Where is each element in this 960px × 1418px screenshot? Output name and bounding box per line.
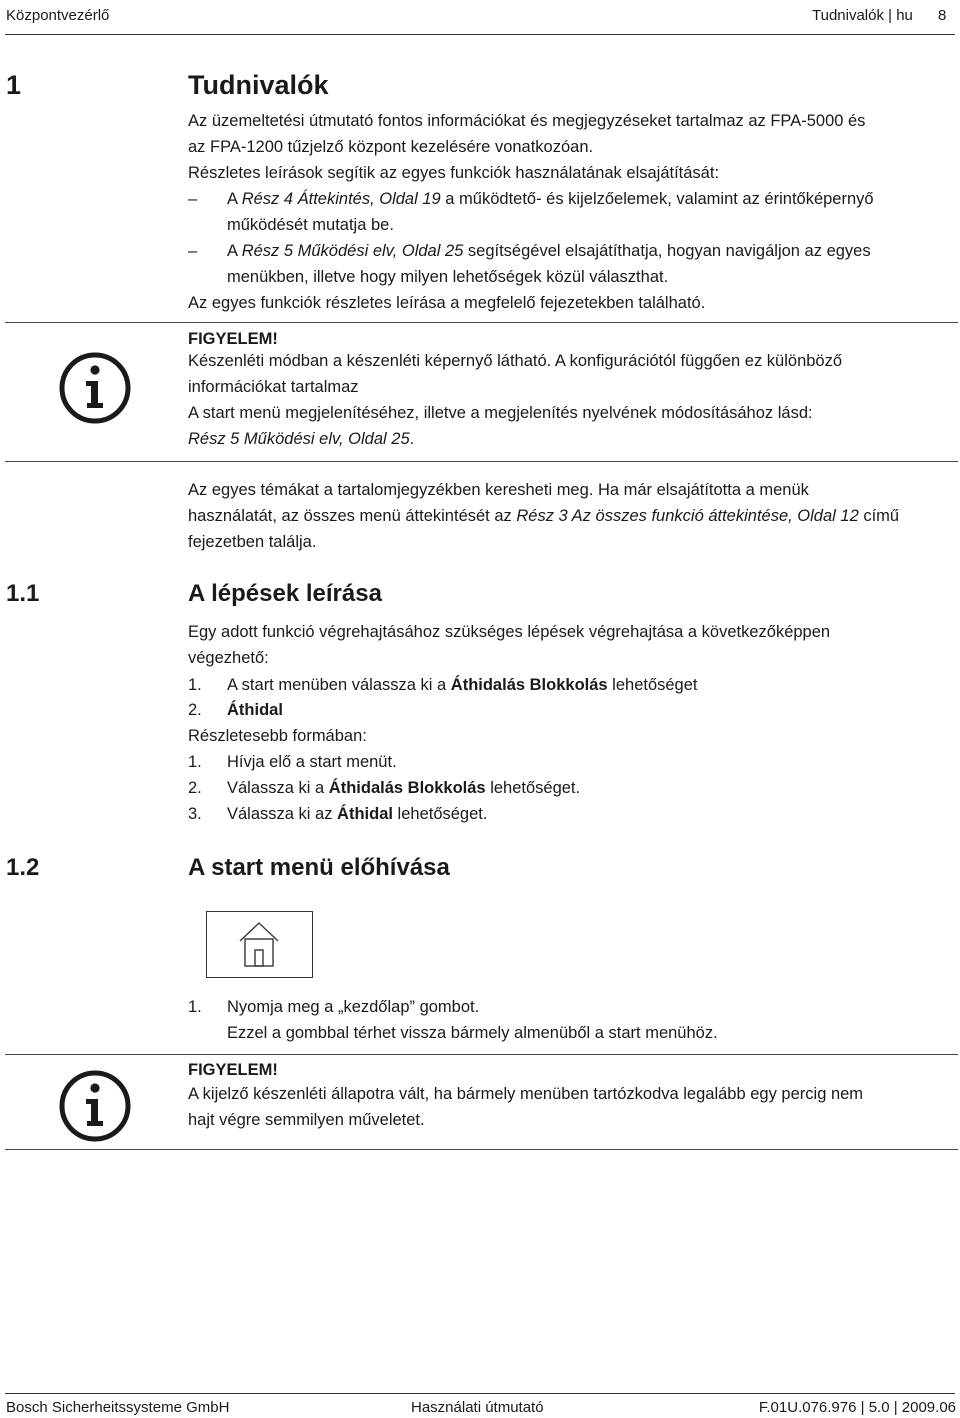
section-1-1-intro-1: Egy adott funkció végrehajtásához szükséges lépések végrehajtása a következőképpen: [188, 623, 831, 641]
note-1-line-4: Rész 5 Működési elv, Oldal 25.: [188, 430, 415, 448]
detail-step-1: Hívja elő a start menüt.: [227, 753, 397, 771]
note-1-title: FIGYELEM!: [188, 330, 278, 348]
section-1-2-number: 1.2: [6, 854, 40, 881]
section-1-intro-2: az FPA-1200 tűzjelző központ kezelésére vonatkozóan.: [188, 138, 594, 156]
section-1-intro-1: Az üzemeltetési útmutató fontos információkat és megjegyzéseket tartalmaz az FPA-5000 és: [188, 112, 866, 130]
step-number: 3.: [188, 805, 202, 823]
info-icon: [58, 1069, 132, 1143]
home-step-1: Nyomja meg a „kezdőlap” gombot.: [227, 998, 480, 1016]
list-item-2: A Rész 5 Működési elv, Oldal 25 segítségével elsajátíthatja, hogyan navigáljon az egyes: [227, 242, 871, 260]
home-button[interactable]: [206, 911, 313, 978]
step-2: Áthidal: [227, 701, 283, 719]
footer-rule: [5, 1393, 955, 1394]
note-1-line-1: Készenléti módban a készenléti képernyő látható. A konfigurációtól függően ez különböző: [188, 352, 843, 370]
section-1-outro: Az egyes funkciók részletes leírása a megfelelő fejezetekben található.: [188, 294, 706, 312]
note-1-line-2: információkat tartalmaz: [188, 378, 359, 396]
step-number: 2.: [188, 779, 202, 797]
list-item-2-line-2: menükben, illetve hogy milyen lehetőségek közül választhat.: [227, 268, 669, 286]
section-1-1-number: 1.1: [6, 580, 40, 607]
home-icon: [207, 912, 311, 976]
list-dash-1: –: [188, 190, 198, 208]
note-1-top-rule: [5, 322, 958, 323]
para-2-line-2: használatát, az összes menü áttekintését az Rész 3 Az összes funkció áttekintése, Oldal 12 című: [188, 507, 900, 525]
footer-center: Használati útmutató: [411, 1399, 544, 1416]
list-item-1: A Rész 4 Áttekintés, Oldal 19 a működtető- és kijelzőelemek, valamint az érintőképernyő: [227, 190, 874, 208]
note-2-line-1: A kijelző készenléti állapotra vált, ha bármely menüben tartózkodva legalább egy percig nem: [188, 1085, 864, 1103]
section-1-title: Tudnivalók: [188, 70, 329, 100]
note-2-top-rule: [5, 1054, 958, 1055]
section-1-1-intro-2: végezhető:: [188, 649, 269, 667]
header-right: Tudnivalók | hu: [812, 7, 913, 24]
cross-reference-link[interactable]: Rész 4 Áttekintés, Oldal 19: [241, 190, 441, 208]
footer-right: F.01U.076.976 | 5.0 | 2009.06: [758, 1399, 956, 1416]
detail-heading: Részletesebb formában:: [188, 727, 367, 745]
note-2-title: FIGYELEM!: [188, 1061, 278, 1079]
section-1-intro-3: Részletes leírások segítik az egyes funkciók használatának elsajátítását:: [188, 164, 720, 182]
list-item-1-line-2: működését mutatja be.: [227, 216, 394, 234]
footer-left: Bosch Sicherheitssysteme GmbH: [6, 1399, 230, 1416]
list-dash-2: –: [188, 242, 198, 260]
detail-step-2: Válassza ki a Áthidalás Blokkolás lehetőséget.: [227, 779, 581, 797]
info-icon: [58, 351, 132, 425]
cross-reference-link[interactable]: Rész 5 Működési elv, Oldal 25: [241, 242, 464, 260]
note-2-line-2: hajt végre semmilyen műveletet.: [188, 1111, 425, 1129]
page-number: 8: [938, 7, 947, 24]
home-step-1-detail: Ezzel a gombbal térhet vissza bármely almenüből a start menühöz.: [227, 1024, 718, 1042]
note-1-line-3: A start menü megjelenítéséhez, illetve a megjelenítés nyelvének módosításához lásd:: [188, 404, 813, 422]
para-2-line-3: fejezetben találja.: [188, 533, 317, 551]
section-1-number: 1: [6, 70, 22, 100]
section-1-1-title: A lépések leírása: [188, 580, 382, 607]
step-number: 1.: [188, 998, 202, 1016]
note-1-bottom-rule: [5, 461, 958, 462]
detail-step-3: Válassza ki az Áthidal lehetőséget.: [227, 805, 488, 823]
step-number: 1.: [188, 676, 202, 694]
step-number: 2.: [188, 701, 202, 719]
step-1: A start menüben válassza ki a Áthidalás Blokkolás lehetőséget: [227, 676, 698, 694]
para-2-line-1: Az egyes témákat a tartalomjegyzékben keresheti meg. Ha már elsajátította a menük: [188, 481, 809, 499]
header-left: Központvezérlő: [6, 7, 110, 24]
step-number: 1.: [188, 753, 202, 771]
note-2-bottom-rule: [5, 1149, 958, 1150]
cross-reference-link[interactable]: Rész 3 Az összes funkció áttekintése, Oldal 12: [516, 507, 859, 525]
section-1-2-title: A start menü előhívása: [188, 854, 450, 881]
header-rule: [5, 34, 955, 35]
cross-reference-link[interactable]: Rész 5 Működési elv, Oldal 25: [188, 430, 410, 448]
